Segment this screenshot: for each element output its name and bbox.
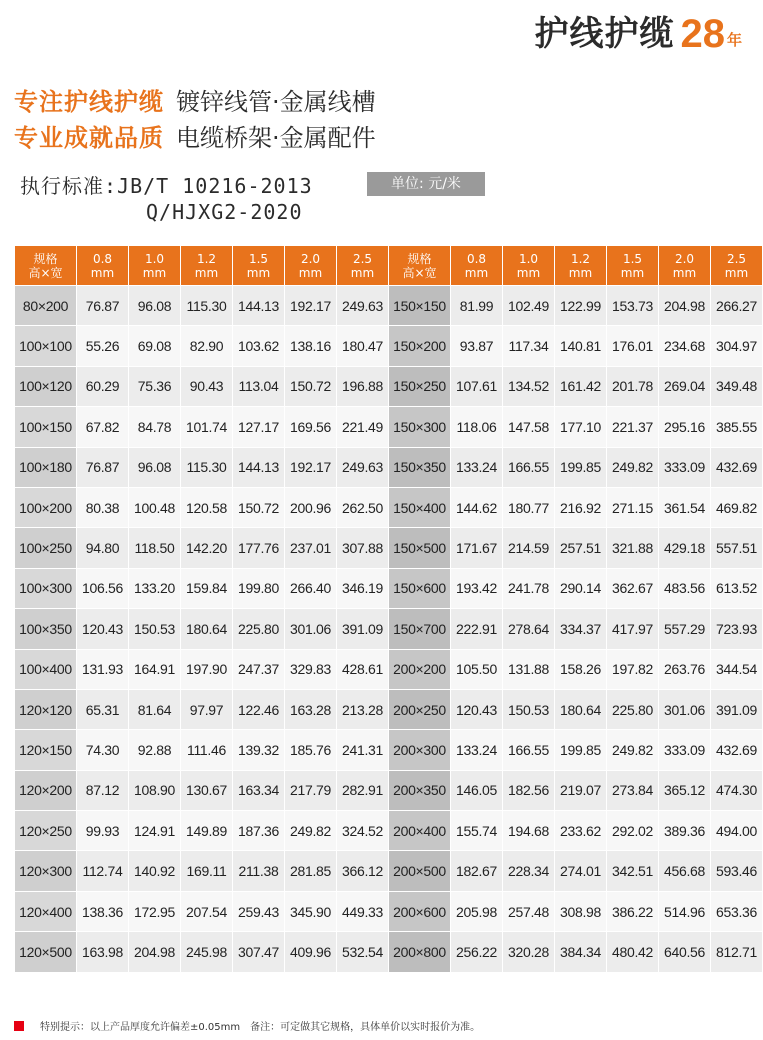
price-cell: 324.52 [337,811,389,851]
price-cell: 321.88 [607,528,659,568]
price-cell: 219.07 [555,770,607,810]
price-cell: 107.61 [451,366,503,406]
price-cell: 163.98 [77,932,129,972]
price-cell: 115.30 [181,447,233,487]
price-cell: 194.68 [503,811,555,851]
price-cell: 166.55 [503,730,555,770]
thickness-header: 1.2 mm [181,246,233,286]
price-cell: 169.11 [181,851,233,891]
price-cell: 131.88 [503,649,555,689]
price-cell: 469.82 [711,487,763,527]
price-cell: 171.67 [451,528,503,568]
price-cell: 266.27 [711,286,763,326]
price-cell: 144.13 [233,286,285,326]
thickness-header: 1.0 mm [129,246,181,286]
price-cell: 428.61 [337,649,389,689]
price-cell: 176.01 [607,326,659,366]
price-cell: 149.89 [181,811,233,851]
price-cell: 221.49 [337,407,389,447]
price-cell: 101.74 [181,407,233,447]
price-cell: 391.09 [337,609,389,649]
price-cell: 225.80 [607,689,659,729]
price-cell: 164.91 [129,649,181,689]
price-cell: 93.87 [451,326,503,366]
thickness-header: 2.5 mm [337,246,389,286]
price-cell: 234.68 [659,326,711,366]
price-cell: 96.08 [129,286,181,326]
price-cell: 333.09 [659,730,711,770]
price-cell: 97.97 [181,689,233,729]
brand-years-unit: 年 [726,31,742,49]
price-cell: 150.72 [285,366,337,406]
price-cell: 192.17 [285,286,337,326]
price-cell: 249.82 [607,447,659,487]
price-cell: 237.01 [285,528,337,568]
price-cell: 211.38 [233,851,285,891]
price-cell: 221.37 [607,407,659,447]
price-cell: 417.97 [607,609,659,649]
table-row [15,487,763,527]
price-cell: 139.32 [233,730,285,770]
price-cell: 307.47 [233,932,285,972]
price-cell: 150.53 [129,609,181,649]
price-cell: 432.69 [711,730,763,770]
price-cell: 333.09 [659,447,711,487]
price-cell: 199.85 [555,730,607,770]
price-cell: 163.28 [285,689,337,729]
price-cell: 263.76 [659,649,711,689]
price-cell: 99.93 [77,811,129,851]
price-cell: 122.46 [233,689,285,729]
price-cell: 386.22 [607,891,659,931]
spec-cell: 120×250 [15,811,77,851]
price-cell: 474.30 [711,770,763,810]
price-cell: 74.30 [77,730,129,770]
price-cell: 150.53 [503,689,555,729]
price-cell: 249.63 [337,447,389,487]
price-cell: 214.59 [503,528,555,568]
spec-cell: 80×200 [15,286,77,326]
spec-cell: 200×250 [389,689,451,729]
spec-cell: 120×500 [15,932,77,972]
spec-cell: 200×400 [389,811,451,851]
price-cell: 142.20 [181,528,233,568]
price-cell: 282.91 [337,770,389,810]
price-cell: 222.91 [451,609,503,649]
price-cell: 304.97 [711,326,763,366]
price-cell: 257.48 [503,891,555,931]
price-cell: 122.99 [555,286,607,326]
price-cell: 334.37 [555,609,607,649]
price-cell: 193.42 [451,568,503,608]
price-cell: 346.19 [337,568,389,608]
price-cell: 391.09 [711,689,763,729]
table-row [15,770,763,810]
price-cell: 180.47 [337,326,389,366]
unit-label: 单位: 元/米 [367,172,485,196]
price-cell: 241.31 [337,730,389,770]
price-cell: 81.99 [451,286,503,326]
price-cell: 196.88 [337,366,389,406]
spec-cell: 120×400 [15,891,77,931]
price-cell: 113.04 [233,366,285,406]
price-cell: 118.50 [129,528,181,568]
price-cell: 249.82 [285,811,337,851]
table-row [15,609,763,649]
price-cell: 278.64 [503,609,555,649]
price-cell: 131.93 [77,649,129,689]
spec-cell: 100×250 [15,528,77,568]
price-cell: 117.34 [503,326,555,366]
price-cell: 172.95 [129,891,181,931]
table-row [15,407,763,447]
footer-note [14,1018,480,1033]
thickness-header: 0.8 mm [451,246,503,286]
price-cell: 301.06 [659,689,711,729]
slogan-products: 镀锌线管·金属线槽 [176,88,376,116]
spec-cell: 200×800 [389,932,451,972]
price-cell: 76.87 [77,286,129,326]
price-cell: 182.56 [503,770,555,810]
slogan-line-1 [14,82,376,117]
price-cell: 205.98 [451,891,503,931]
price-cell: 140.92 [129,851,181,891]
spec-header: 规格 高×宽 [389,246,451,286]
price-cell: 155.74 [451,811,503,851]
price-cell: 133.24 [451,730,503,770]
spec-cell: 200×350 [389,770,451,810]
price-cell: 96.08 [129,447,181,487]
price-cell: 55.26 [77,326,129,366]
price-cell: 161.42 [555,366,607,406]
spec-cell: 100×350 [15,609,77,649]
spec-cell: 120×120 [15,689,77,729]
standard-line-2: Q/HJXG2-2020 [146,200,303,224]
price-cell: 81.64 [129,689,181,729]
price-cell: 163.34 [233,770,285,810]
price-cell: 133.20 [129,568,181,608]
price-table-body [15,286,763,973]
price-cell: 532.54 [337,932,389,972]
thickness-header: 1.5 mm [233,246,285,286]
thickness-header: 1.0 mm [503,246,555,286]
price-cell: 75.36 [129,366,181,406]
price-cell: 281.85 [285,851,337,891]
price-cell: 812.71 [711,932,763,972]
spec-cell: 150×200 [389,326,451,366]
price-cell: 271.15 [607,487,659,527]
table-row [15,286,763,326]
spec-cell: 120×200 [15,770,77,810]
spec-cell: 100×120 [15,366,77,406]
spec-cell: 150×350 [389,447,451,487]
price-cell: 292.02 [607,811,659,851]
price-cell: 266.40 [285,568,337,608]
price-cell: 216.92 [555,487,607,527]
price-cell: 120.58 [181,487,233,527]
price-cell: 90.43 [181,366,233,406]
price-cell: 449.33 [337,891,389,931]
price-cell: 185.76 [285,730,337,770]
spec-cell: 150×700 [389,609,451,649]
price-cell: 384.34 [555,932,607,972]
price-cell: 349.48 [711,366,763,406]
brand-years: 28 [680,12,725,56]
footer-note-text: 特别提示：以上产品厚度允许偏差±0.05mm 备注：可定做其它规格，具体单价以实时报价为准。 [40,1022,481,1033]
price-cell: 94.80 [77,528,129,568]
spec-cell: 150×500 [389,528,451,568]
standard-line-1: 执行标准:JB/T 10216-2013 [20,174,313,198]
table-row [15,366,763,406]
thickness-header: 2.5 mm [711,246,763,286]
price-cell: 130.67 [181,770,233,810]
price-cell: 120.43 [451,689,503,729]
table-row [15,528,763,568]
price-cell: 115.30 [181,286,233,326]
price-cell: 257.51 [555,528,607,568]
price-cell: 480.42 [607,932,659,972]
brand-text: 护线护缆 [534,14,675,54]
price-cell: 217.79 [285,770,337,810]
price-cell: 269.04 [659,366,711,406]
price-cell: 723.93 [711,609,763,649]
price-cell: 204.98 [659,286,711,326]
price-cell: 120.43 [77,609,129,649]
price-cell: 557.29 [659,609,711,649]
brand-badge [534,14,742,54]
price-cell: 180.77 [503,487,555,527]
price-cell: 429.18 [659,528,711,568]
price-cell: 67.82 [77,407,129,447]
price-cell: 180.64 [181,609,233,649]
price-cell: 197.82 [607,649,659,689]
thickness-header: 1.2 mm [555,246,607,286]
price-cell: 262.50 [337,487,389,527]
price-cell: 147.58 [503,407,555,447]
price-cell: 228.34 [503,851,555,891]
spec-cell: 100×300 [15,568,77,608]
table-row [15,326,763,366]
spec-cell: 150×150 [389,286,451,326]
price-cell: 82.90 [181,326,233,366]
table-row [15,851,763,891]
price-cell: 140.81 [555,326,607,366]
price-cell: 613.52 [711,568,763,608]
spec-cell: 120×300 [15,851,77,891]
slogan-highlight: 专业成就品质 [14,124,164,152]
price-cell: 100.48 [129,487,181,527]
price-cell: 593.46 [711,851,763,891]
table-row [15,649,763,689]
price-cell: 249.82 [607,730,659,770]
price-cell: 199.85 [555,447,607,487]
price-cell: 118.06 [451,407,503,447]
price-cell: 169.56 [285,407,337,447]
slogan-highlight: 专注护线护缆 [14,88,164,116]
price-cell: 307.88 [337,528,389,568]
price-cell: 200.96 [285,487,337,527]
table-row [15,730,763,770]
price-cell: 108.90 [129,770,181,810]
price-cell: 177.10 [555,407,607,447]
price-cell: 138.36 [77,891,129,931]
price-cell: 247.37 [233,649,285,689]
price-cell: 124.91 [129,811,181,851]
spec-cell: 200×200 [389,649,451,689]
spec-cell: 150×600 [389,568,451,608]
price-cell: 106.56 [77,568,129,608]
table-row [15,568,763,608]
spec-cell: 100×400 [15,649,77,689]
price-cell: 365.12 [659,770,711,810]
price-cell: 112.74 [77,851,129,891]
price-cell: 640.56 [659,932,711,972]
price-cell: 182.67 [451,851,503,891]
price-cell: 213.28 [337,689,389,729]
price-cell: 187.36 [233,811,285,851]
price-cell: 329.83 [285,649,337,689]
price-cell: 295.16 [659,407,711,447]
price-cell: 514.96 [659,891,711,931]
price-cell: 320.28 [503,932,555,972]
thickness-header: 2.0 mm [285,246,337,286]
price-cell: 344.54 [711,649,763,689]
price-cell: 153.73 [607,286,659,326]
table-row [15,891,763,931]
price-cell: 65.31 [77,689,129,729]
price-cell: 103.62 [233,326,285,366]
price-cell: 345.90 [285,891,337,931]
price-cell: 290.14 [555,568,607,608]
spec-cell: 100×150 [15,407,77,447]
price-cell: 146.05 [451,770,503,810]
price-cell: 494.00 [711,811,763,851]
price-cell: 385.55 [711,407,763,447]
spec-cell: 200×600 [389,891,451,931]
price-cell: 166.55 [503,447,555,487]
price-cell: 144.13 [233,447,285,487]
price-cell: 308.98 [555,891,607,931]
price-cell: 389.36 [659,811,711,851]
price-cell: 274.01 [555,851,607,891]
price-cell: 197.90 [181,649,233,689]
price-cell: 177.76 [233,528,285,568]
price-cell: 192.17 [285,447,337,487]
price-cell: 69.08 [129,326,181,366]
price-cell: 180.64 [555,689,607,729]
spec-cell: 150×400 [389,487,451,527]
price-cell: 127.17 [233,407,285,447]
thickness-header: 1.5 mm [607,246,659,286]
price-cell: 111.46 [181,730,233,770]
price-cell: 201.78 [607,366,659,406]
table-row [15,447,763,487]
slogan-line-2 [14,118,376,153]
spec-cell: 200×300 [389,730,451,770]
price-cell: 456.68 [659,851,711,891]
price-cell: 60.29 [77,366,129,406]
spec-cell: 100×100 [15,326,77,366]
price-cell: 102.49 [503,286,555,326]
price-cell: 158.26 [555,649,607,689]
thickness-header: 2.0 mm [659,246,711,286]
price-cell: 241.78 [503,568,555,608]
table-row [15,932,763,972]
price-cell: 138.16 [285,326,337,366]
price-cell: 245.98 [181,932,233,972]
price-cell: 233.62 [555,811,607,851]
price-cell: 207.54 [181,891,233,931]
price-cell: 362.67 [607,568,659,608]
slogan-products: 电缆桥架·金属配件 [176,124,376,152]
spec-cell: 100×180 [15,447,77,487]
price-cell: 557.51 [711,528,763,568]
price-cell: 92.88 [129,730,181,770]
red-square-marker [14,1021,24,1031]
price-cell: 342.51 [607,851,659,891]
price-cell: 301.06 [285,609,337,649]
price-table [14,245,763,973]
spec-cell: 120×150 [15,730,77,770]
price-cell: 653.36 [711,891,763,931]
price-cell: 80.38 [77,487,129,527]
spec-cell: 150×300 [389,407,451,447]
price-cell: 105.50 [451,649,503,689]
spec-header: 规格 高×宽 [15,246,77,286]
price-cell: 225.80 [233,609,285,649]
price-cell: 256.22 [451,932,503,972]
table-row [15,811,763,851]
price-cell: 199.80 [233,568,285,608]
thickness-header: 0.8 mm [77,246,129,286]
price-cell: 483.56 [659,568,711,608]
table-header-row [15,246,763,286]
price-cell: 432.69 [711,447,763,487]
price-cell: 84.78 [129,407,181,447]
price-cell: 150.72 [233,487,285,527]
price-cell: 366.12 [337,851,389,891]
price-cell: 87.12 [77,770,129,810]
price-cell: 204.98 [129,932,181,972]
price-cell: 134.52 [503,366,555,406]
price-cell: 76.87 [77,447,129,487]
price-cell: 409.96 [285,932,337,972]
price-cell: 259.43 [233,891,285,931]
price-cell: 159.84 [181,568,233,608]
spec-cell: 200×500 [389,851,451,891]
price-cell: 249.63 [337,286,389,326]
price-cell: 273.84 [607,770,659,810]
table-row [15,689,763,729]
spec-cell: 100×200 [15,487,77,527]
spec-cell: 150×250 [389,366,451,406]
price-cell: 361.54 [659,487,711,527]
price-cell: 133.24 [451,447,503,487]
price-cell: 144.62 [451,487,503,527]
